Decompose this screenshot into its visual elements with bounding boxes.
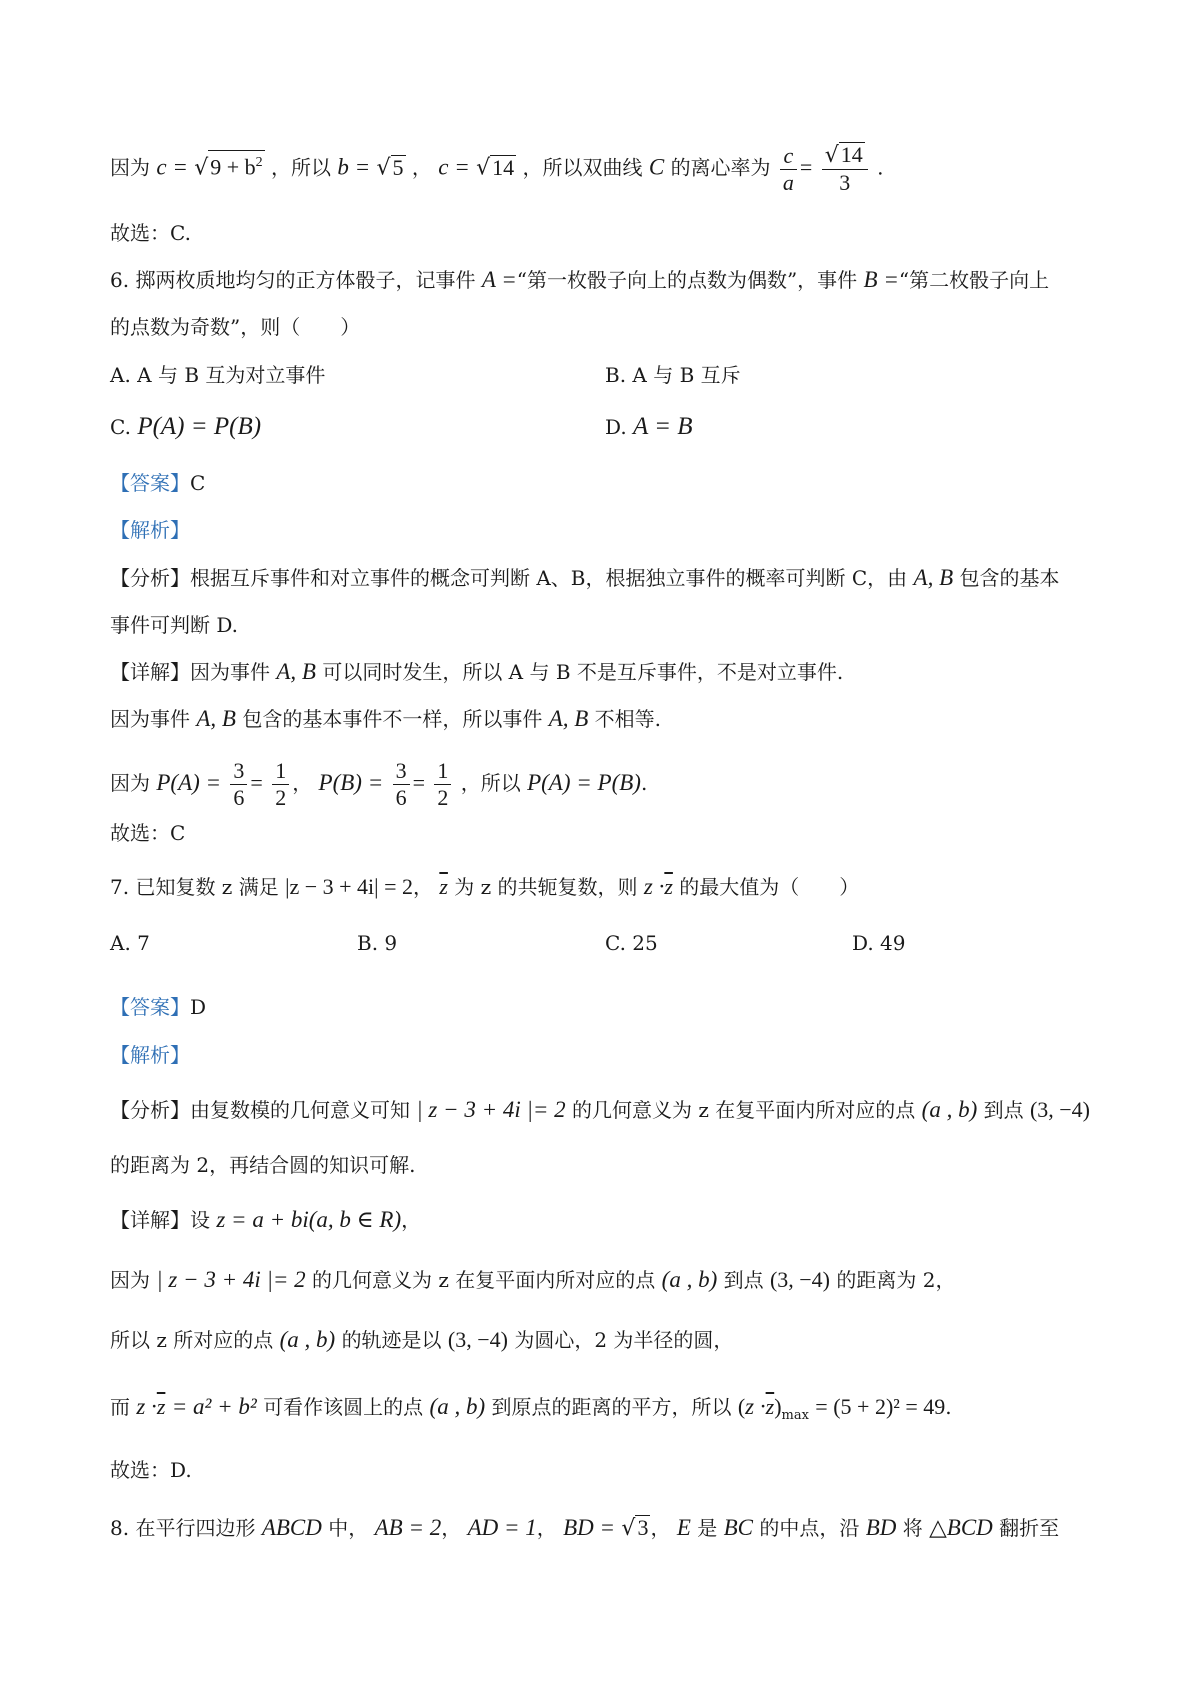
math: b = <box>337 154 371 180</box>
choose-line: 故选：C. <box>110 221 191 245</box>
q7-option-b: B. 9 <box>357 931 398 955</box>
q8-stem: 8. 在平行四边形 ABCD 中， AB = 2， AD = 1， BD = √3 ， E 是 BC 的中点，沿 BD 将 △BCD 翻折至 <box>110 1515 1060 1541</box>
q6-stem-line1: 6. 掷两枚质地均匀的正方体骰子，记事件 A =“第一枚骰子向上的点数为偶数”，事件 B =“第二枚骰子向上 <box>110 267 1050 292</box>
q7-option-c: C. 25 <box>605 931 658 955</box>
math: c = <box>438 154 470 180</box>
q6-choose: 故选：C <box>110 821 186 845</box>
sqrt-body: 5 <box>392 154 404 180</box>
q7-option-a: A. 7 <box>110 931 150 955</box>
q6-answer: 【答案】C <box>110 471 206 495</box>
q7-answer: 【答案】D <box>110 995 207 1019</box>
q7-fenxi-line1: 【分析】由复数模的几何意义可知 | z − 3 + 4i |= 2 的几何意义为 z 在复平面内所对应的点 (a , b) 到点 (3, −4) <box>110 1097 1091 1122</box>
q7-xiangjie-line4: 而 $z \cdot\overline{z} = a^2 + b^2$ 可看作该圆上的点 (a , b) 到原点的距离的平方，所以 $(z \cdot\overline{z})_{max} = (5 + 2)^2 = 49$. <box>110 1394 952 1423</box>
q7-fenxi-line2: 的距离为 2，再结合圆的知识可解. <box>110 1153 416 1177</box>
text: ，所以 <box>271 155 332 180</box>
q7-xiangjie-line2: 因为 | z − 3 + 4i |= 2 的几何意义为 z 在复平面内所对应的点 (a , b) 到点 (3, −4) 的距离为 2， <box>110 1267 956 1292</box>
q6-option-d: D. A = B <box>605 413 693 440</box>
q6-stem-line2: 的点数为奇数”，则（ ） <box>110 315 361 339</box>
eccentricity-line: 因为 $c = √9 + b^2$ ，所以 b = √5 ， c = √14 ，所以双曲线 C 的离心率为 $\frac{c}{a}$ = $\frac{√14}{3}$ . <box>110 142 884 195</box>
text: 因为 <box>110 155 150 180</box>
q6-xiangjie-line2: 因为事件 A, B 包含的基本事件不一样，所以事件 A, B 不相等. <box>110 706 662 731</box>
q7-option-d: D. 49 <box>852 931 906 955</box>
q6-xiangjie-line1: 【详解】因为事件 A, B 可以同时发生，所以 A 与 B 不是互斥事件，不是对立事件. <box>110 659 844 684</box>
fraction: $\frac{√14}{3}$ <box>822 142 868 196</box>
sqrt-sign: √ <box>194 155 209 181</box>
q7-stem: 7. 已知复数 z 满足 |z − 3 + 4i| = 2， $\overline{z}$ 为 z 的共轭复数，则 $z \cdot\overline{z}$ 的最大值为（ ） <box>110 874 860 899</box>
q7-choose: 故选：D. <box>110 1458 192 1482</box>
q7-analysis-tag: 【解析】 <box>110 1043 190 1067</box>
sqrt-body: $9 + b^2$ <box>208 150 264 179</box>
q7-xiangjie-line1: 【详解】设 z = a + bi(a, b ∈ R)， <box>110 1207 422 1232</box>
answer-tag: 【答案】 <box>110 471 190 495</box>
q6-fenxi-line1: 【分析】根据互斥事件和对立事件的概念可判断 A、B，根据独立事件的概率可判断 C，由 A, B 包含的基本 <box>110 565 1060 590</box>
q7-xiangjie-line3: 所以 z 所对应的点 (a , b) 的轨迹是以 (3, −4) 为圆心，2 为半径的圆， <box>110 1327 734 1352</box>
q6-xiangjie-line3: 因为 P(A) = $\frac{3}{6}$ = $\frac{1}{2}$ ， P(B) = $\frac{3}{6}$ = $\frac{1}{2}$ ，所以 P(A) = P(B). <box>110 758 648 810</box>
q6-option-c: C. P(A) = P(B) <box>110 413 262 440</box>
q6-analysis-tag: 【解析】 <box>110 518 190 542</box>
sqrt-body: 14 <box>492 154 515 180</box>
q6-option-a: A. A 与 B 互为对立事件 <box>110 363 326 387</box>
q6-fenxi-line2: 事件可判断 D. <box>110 613 239 637</box>
fraction: $\frac{c}{a}$ <box>780 143 797 196</box>
q6-option-b: B. A 与 B 互斥 <box>605 363 741 387</box>
math: c = <box>156 154 188 180</box>
